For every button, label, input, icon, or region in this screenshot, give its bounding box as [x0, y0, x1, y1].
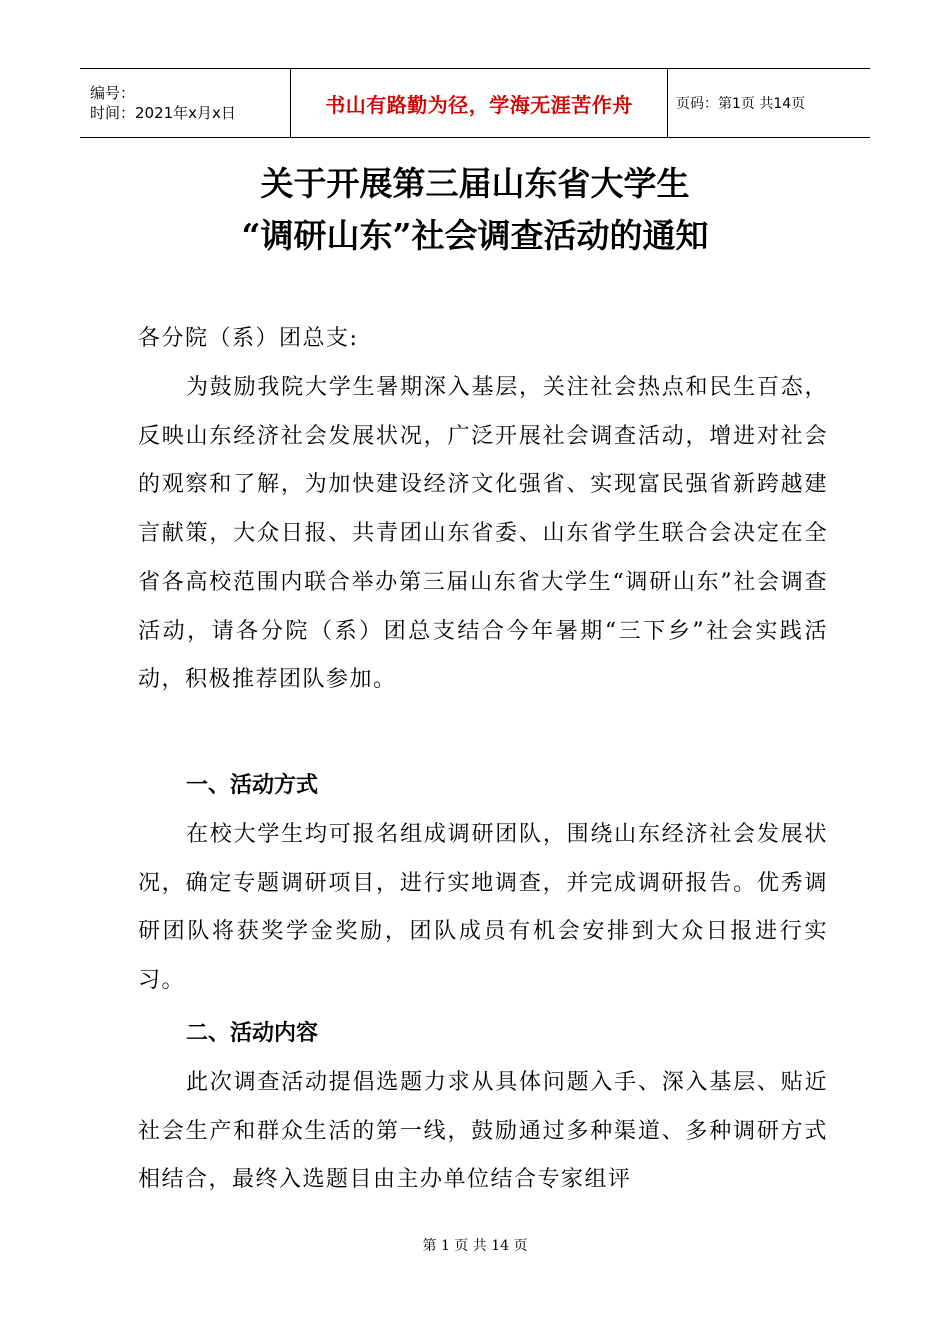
- motto-text: 书山有路勤为径，学海无涯苦作舟: [325, 92, 633, 117]
- header-motto-cell: [290, 69, 668, 137]
- document-title-line1: 关于开展第三届山东省大学生: [260, 164, 690, 203]
- section2-heading: 二、活动内容: [186, 1021, 319, 1046]
- number-label: 编号：: [90, 84, 136, 102]
- header-meta: [80, 69, 290, 137]
- header-page-cell: [668, 69, 870, 137]
- intro-paragraph: 为鼓励我院大学生暑期深入基层，关注社会热点和民生百态，反映山东经济社会发展状况，广泛开展社会调查活动，增进对社会的观察和了解，为加快建设经济文化强省、实现富民强省新跨越建言献策，大众日报、共青团山东省委、山东省学生联合会决定在全省各高校范围内联合举办第三届山东省大学生“调研山东”社会调查活动，请各分院（系）团总支结合今年暑期“三下乡”社会实践活动，积极推荐团队参加。: [138, 375, 828, 693]
- page-footer: 第 1 页 共 14 页: [422, 1238, 528, 1254]
- section1-heading: 一、活动方式: [186, 773, 319, 798]
- time-label: 时间：2021年x月x日: [90, 104, 236, 122]
- document-title-line2: “调研山东”社会调查活动的通知: [241, 216, 709, 255]
- salutation: 各分院（系）团总支:: [138, 326, 359, 351]
- section2-paragraph: 此次调查活动提倡选题力求从具体问题入手、深入基层、贴近社会生产和群众生活的第一线，鼓励通过多种渠道、多种调研方式相结合，最终入选题目由主办单位结合专家组评: [138, 1070, 828, 1193]
- section1-paragraph: 在校大学生均可报名组成调研团队，围绕山东经济社会发展状况，确定专题调研项目，进行实地调查，并完成调研报告。优秀调研团队将获奖学金奖励，团队成员有机会安排到大众日报进行实习。: [138, 822, 828, 994]
- document-header: [80, 68, 870, 138]
- page-label: 页码：第1页 共14页: [676, 96, 806, 112]
